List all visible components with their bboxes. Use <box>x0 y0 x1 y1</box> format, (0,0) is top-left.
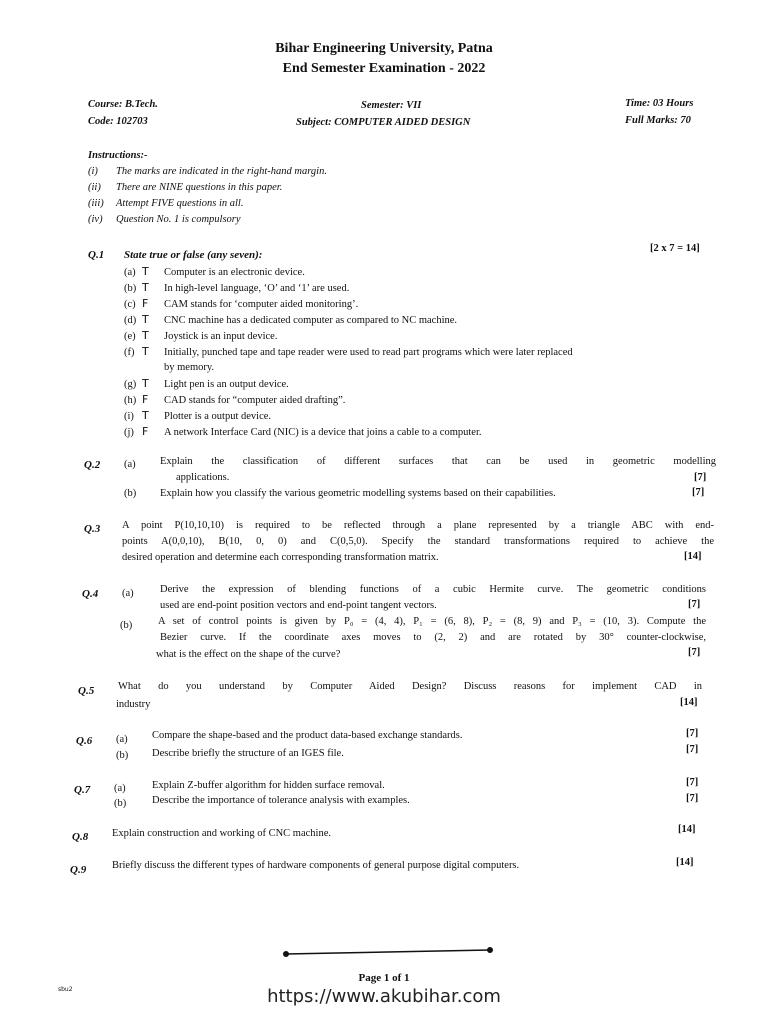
question-text: Explain construction and working of CNC machine. <box>112 828 331 839</box>
question-number: Q.6 <box>76 735 93 747</box>
full-marks-label: Full Marks: 70 <box>625 115 691 126</box>
handwritten-answer: T <box>142 265 149 278</box>
instruction-item: (i) The marks are indicated in the right-hand margin. <box>88 166 327 177</box>
question-text: A point P(10,10,10) is required to be reflected through a plane represented by a triangle ABC with end- <box>122 520 714 531</box>
question-text: Describe briefly the structure of an IGES file. <box>152 748 344 759</box>
question-marks: [14] <box>684 551 702 562</box>
course-label: Course: B.Tech. <box>88 99 158 110</box>
handwritten-answer: T <box>142 329 149 342</box>
tf-item: (g) T Light pen is an output device. <box>124 377 289 390</box>
question-number: Q.1 <box>88 249 105 261</box>
question-number: Q.3 <box>84 523 101 535</box>
tf-item: (a) T Computer is an electronic device. <box>124 265 305 278</box>
question-number: Q.8 <box>72 831 89 843</box>
sub-label: (b) <box>114 798 127 809</box>
question-text: points A(0,0,10), B(10, 0, 0) and C(0,5,0). Specify the standard transformations required to achieve the <box>122 536 714 547</box>
tf-item-continuation: by memory. <box>164 362 215 373</box>
question-text: used are end-point position vectors and end-point tangent vectors. <box>160 600 437 611</box>
code-label: Code: 102703 <box>88 116 148 127</box>
question-marks: [7] <box>686 793 699 804</box>
source-url: https://www.akubihar.com <box>267 986 501 1007</box>
handwritten-answer: F <box>142 393 149 406</box>
question-text: A set of control points is given by P₀ = (4, 4), P₁ = (6, 8), P₂ = (8, 9) and P₃ = (10, 3). Compute the <box>158 616 706 627</box>
question-marks: [7] <box>688 647 701 658</box>
tf-item: (h) F CAD stands for “computer aided drafting”. <box>124 393 346 406</box>
tf-item: (i) T Plotter is a output device. <box>124 409 272 422</box>
semester-label: Semester: VII <box>361 100 422 111</box>
subject-label: Subject: COMPUTER AIDED DESIGN <box>296 117 471 128</box>
tf-item: (f) T Initially, punched tape and tape reader were used to read part programs which were later replaced <box>124 345 573 358</box>
question-heading: State true or false (any seven): <box>124 249 263 261</box>
university-title: Bihar Engineering University, Patna <box>275 41 493 56</box>
handwritten-answer: F <box>142 425 149 438</box>
exam-title: End Semester Examination - 2022 <box>282 61 486 76</box>
question-marks: [14] <box>676 857 694 868</box>
corner-code: sbu2 <box>58 986 73 993</box>
question-marks: [14] <box>680 697 698 708</box>
tf-item: (e) T Joystick is an input device. <box>124 329 278 342</box>
sub-label: (a) <box>116 734 128 745</box>
handwritten-answer: F <box>142 297 149 310</box>
sub-label: (b) <box>116 750 129 761</box>
sub-label: (a) <box>114 783 126 794</box>
tf-item: (c) F CAM stands for ‘computer aided monitoring’. <box>124 297 359 310</box>
question-marks: [2 x 7 = 14] <box>650 243 700 254</box>
question-text: Bezier curve. If the coordinate axes moves to (2, 2) and are rotated by 30° counter-clockwise, <box>160 632 706 643</box>
question-text: what is the effect on the shape of the curve? <box>156 649 341 660</box>
instructions-heading: Instructions:- <box>88 150 148 161</box>
question-marks: [7] <box>694 472 707 483</box>
handwritten-answer: T <box>142 281 149 294</box>
question-marks: [14] <box>678 824 696 835</box>
question-number: Q.4 <box>82 588 99 600</box>
question-text: What do you understand by Computer Aided Design? Discuss reasons for implement CAD in <box>118 681 702 692</box>
question-marks: [7] <box>686 744 699 755</box>
tf-item: (j) F A network Interface Card (NIC) is a device that joins a cable to a computer. <box>124 425 482 438</box>
instruction-item: (ii) There are NINE questions in this paper. <box>88 182 283 193</box>
sub-label: (b) <box>124 488 137 499</box>
question-text: Describe the importance of tolerance analysis with examples. <box>152 795 410 806</box>
question-text: applications. <box>176 472 230 483</box>
sub-label: (a) <box>122 588 134 599</box>
sub-label: (a) <box>124 459 136 470</box>
question-marks: [7] <box>686 728 699 739</box>
question-text: Explain the classification of different surfaces that can be used in geometric modelling <box>160 456 716 467</box>
question-number: Q.2 <box>84 459 101 471</box>
question-text: Derive the expression of blending functions of a cubic Hermite curve. The geometric conditions <box>160 584 706 595</box>
handwritten-answer: T <box>142 345 149 358</box>
question-number: Q.5 <box>78 685 95 697</box>
question-marks: [7] <box>688 599 701 610</box>
handwritten-answer: T <box>142 409 149 422</box>
question-text: Explain Z-buffer algorithm for hidden surface removal. <box>152 780 385 791</box>
question-number: Q.7 <box>74 784 91 796</box>
question-text: desired operation and determine each corresponding transformation matrix. <box>122 552 439 563</box>
question-text: Compare the shape-based and the product data-based exchange standards. <box>152 730 463 741</box>
instruction-item: (iv) Question No. 1 is compulsory <box>88 214 241 225</box>
question-text: Briefly discuss the different types of hardware components of general purpose digital computers. <box>112 860 520 871</box>
question-number: Q.9 <box>70 864 87 876</box>
handwritten-answer: T <box>142 377 149 390</box>
tf-item: (d) T CNC machine has a dedicated computer as compared to NC machine. <box>124 313 458 326</box>
tf-item: (b) T In high-level language, ‘O’ and ‘1’ are used. <box>124 281 350 294</box>
question-marks: [7] <box>686 777 699 788</box>
instruction-item: (iii) Attempt FIVE questions in all. <box>88 198 244 209</box>
sub-label: (b) <box>120 620 133 631</box>
handwritten-answer: T <box>142 313 149 326</box>
time-label: Time: 03 Hours <box>625 98 694 109</box>
question-text: Explain how you classify the various geometric modelling systems based on their capabilities. <box>160 488 556 499</box>
question-marks: [7] <box>692 487 705 498</box>
footer-divider <box>280 940 496 964</box>
question-text: industry <box>116 699 151 710</box>
page-number: Page 1 of 1 <box>358 972 410 984</box>
